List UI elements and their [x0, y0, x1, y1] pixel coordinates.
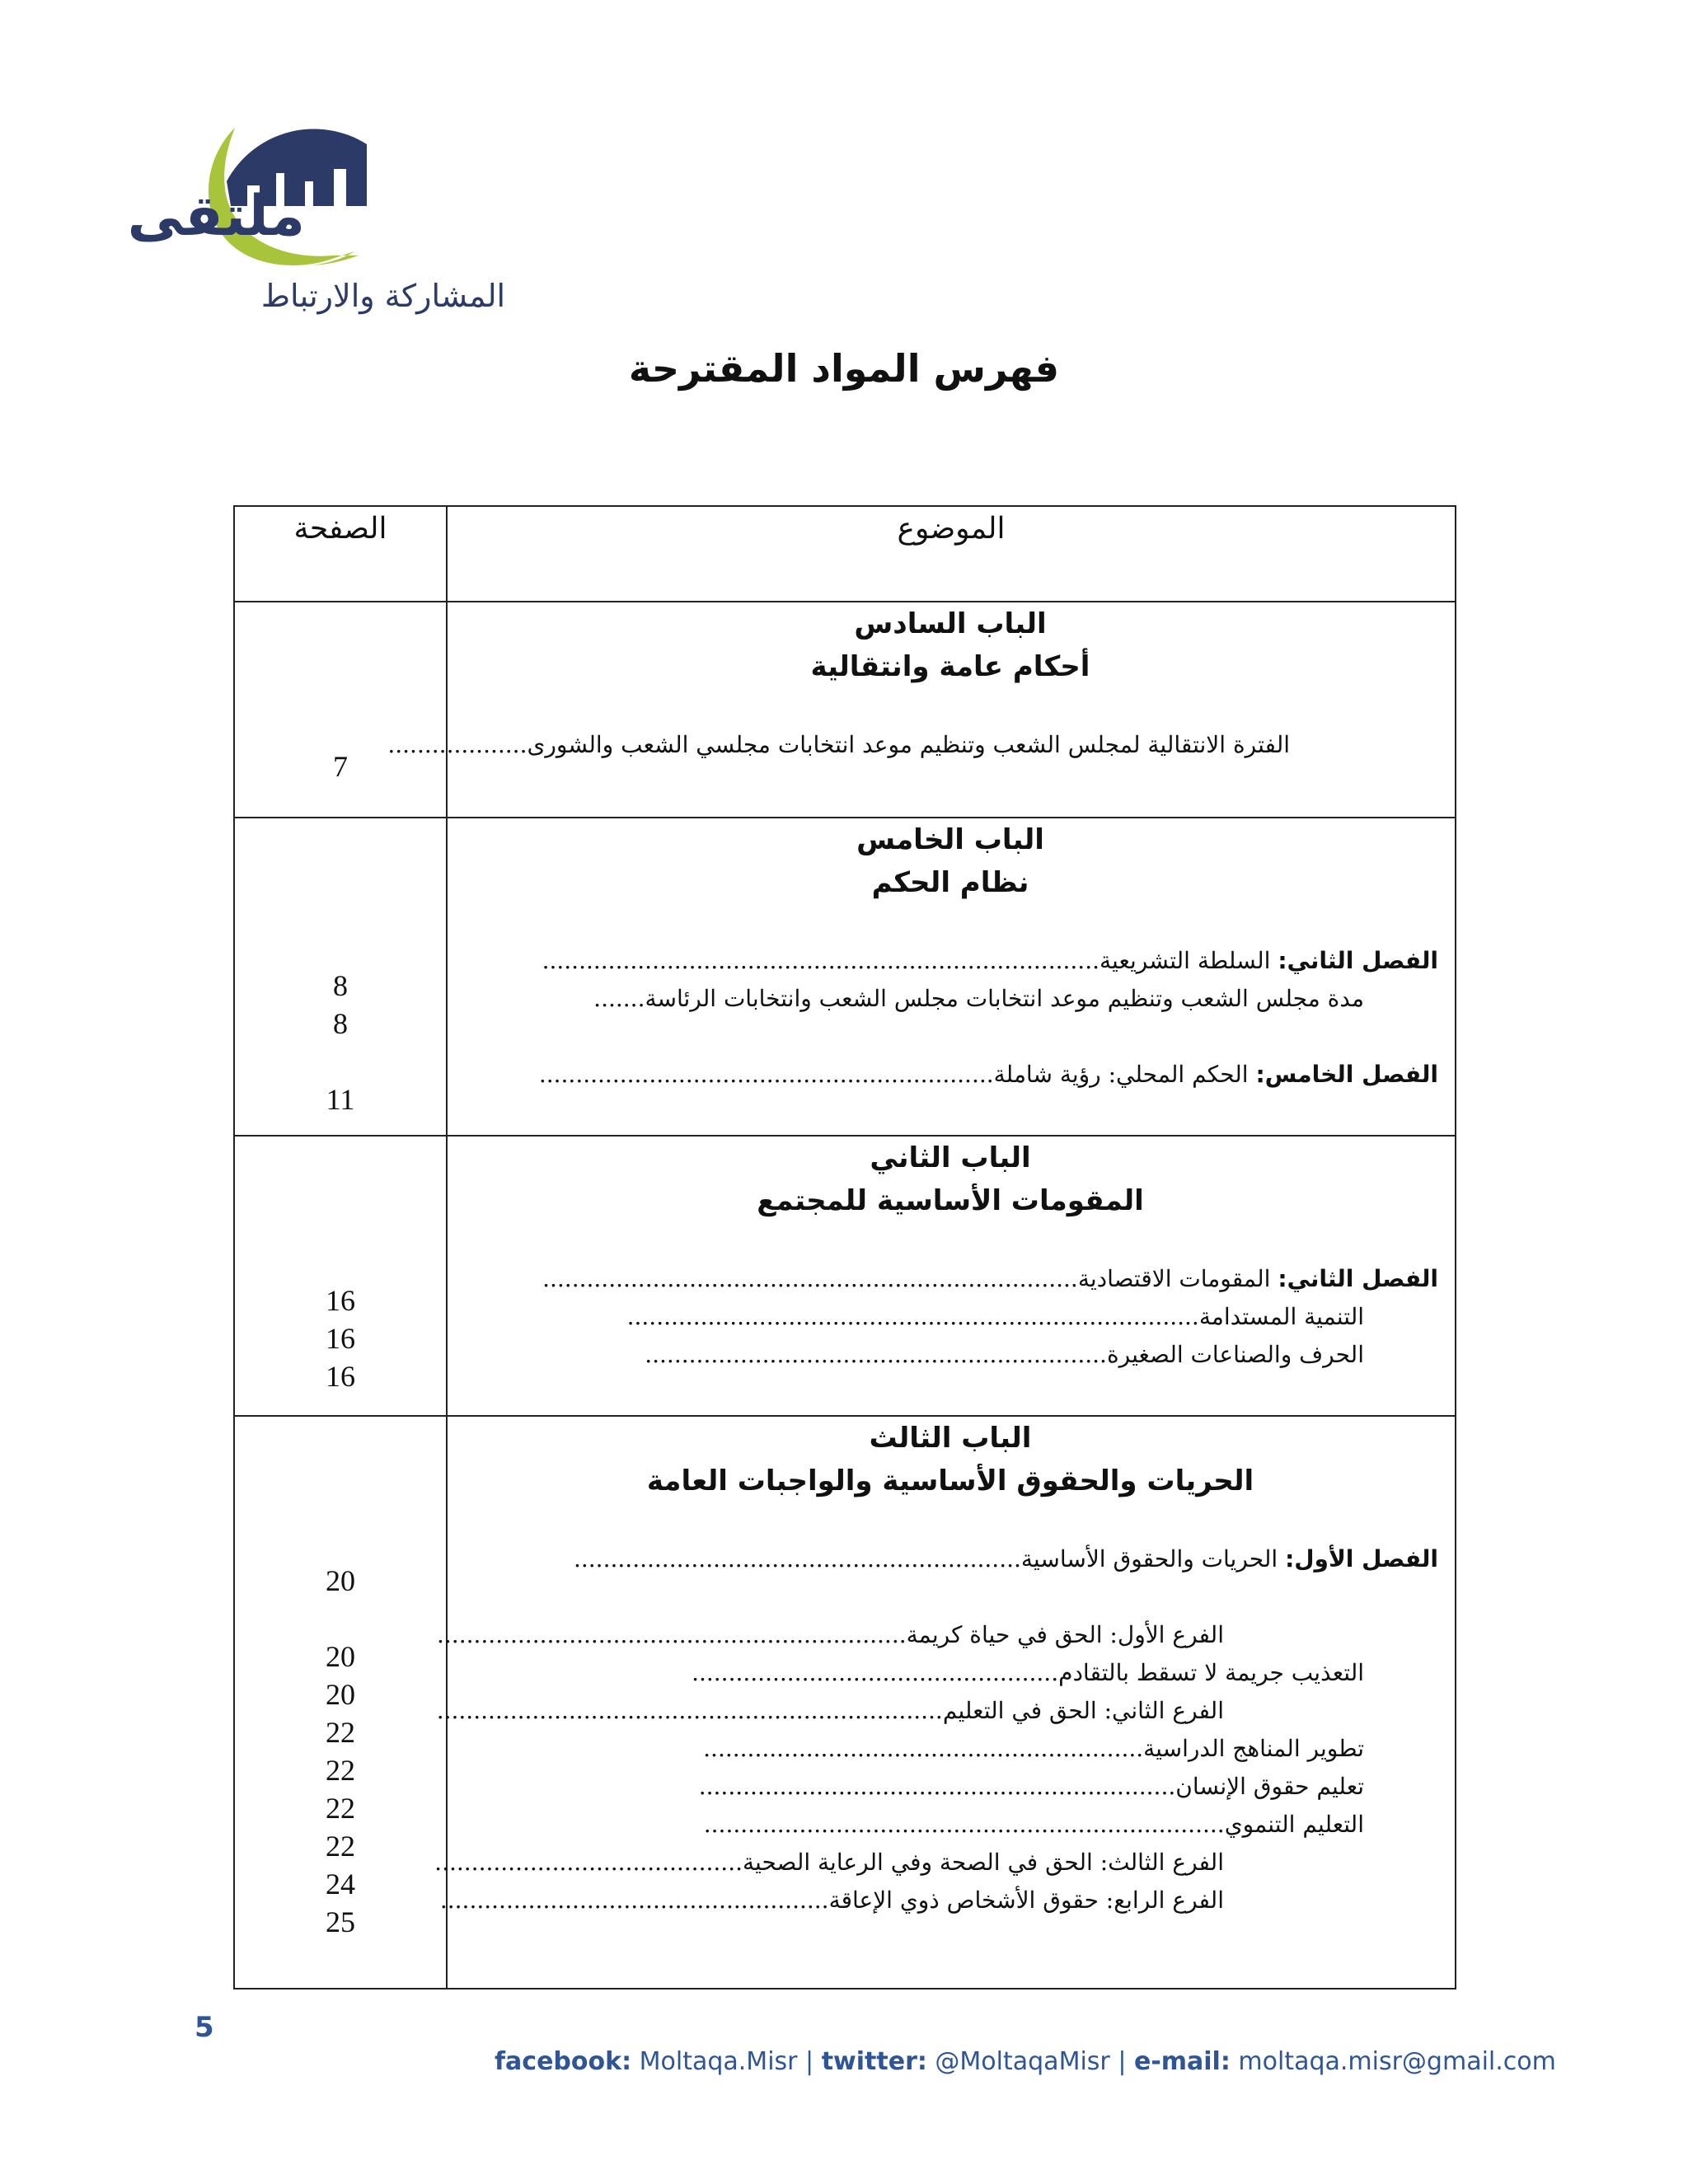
svg-text:المشاركة والارتباط: المشاركة والارتباط	[260, 278, 506, 314]
leader-dots: .....................................................................	[436, 1697, 943, 1724]
entry-page-number: 25	[326, 1905, 355, 1938]
section-topics	[434, 1416, 1456, 1989]
section-pages	[234, 818, 447, 1136]
leader-dots: .................................................................	[698, 1773, 1176, 1800]
entry-page-number: 24	[326, 1868, 355, 1900]
leader-dots: ..............................................................	[538, 1061, 994, 1088]
entry-page-number: 22	[326, 1792, 355, 1825]
entry-text: المقومات الاقتصادية	[1077, 1265, 1278, 1292]
chapter-label: الفصل الأول:	[1285, 1545, 1438, 1572]
twitter-handle[interactable]: @MoltaqaMisr	[935, 2047, 1110, 2076]
section-topics	[447, 818, 1456, 1136]
entry-page-number: 20	[326, 1640, 355, 1673]
entry-text: التعذيب جريمة لا تسقط بالتقادم	[1058, 1659, 1364, 1686]
leader-dots: ..............................................................................	[626, 1303, 1199, 1330]
part-title: الباب السادس	[854, 607, 1047, 640]
leader-dots: .......	[593, 985, 645, 1012]
leader-dots: .............................................................	[573, 1545, 1021, 1572]
section-topics	[387, 602, 1456, 818]
toc-entry[interactable]	[462, 1298, 1438, 1336]
header-topic: الموضوع	[447, 506, 1456, 602]
toc-entry[interactable]	[462, 1730, 1438, 1768]
section-pages	[234, 1136, 447, 1416]
entry-text: مدة مجلس الشعب وتنظيم موعد انتخابات مجلس الشعب وانتخابات الرئاسة	[645, 985, 1364, 1012]
svg-text:ملتقى: ملتقى	[127, 184, 305, 249]
entry-text: الفرع الثاني: الحق في التعليم	[942, 1697, 1224, 1724]
section-pages	[234, 1416, 447, 1989]
moltaqa-logo	[127, 91, 506, 330]
part-title: الباب الثاني	[870, 1141, 1031, 1174]
entry-text: الفرع الرابع: حقوق الأشخاص ذوي الإعاقة	[828, 1886, 1224, 1914]
email-label: e-mail:	[1133, 2047, 1231, 2076]
entry-page-number: 20	[326, 1564, 355, 1597]
entry-page-number: 16	[326, 1322, 355, 1355]
toc-header-row	[234, 506, 1456, 602]
toc-entry[interactable]	[462, 1056, 1438, 1094]
entry-text: الحرف والصناعات الصغيرة	[1106, 1341, 1364, 1368]
twitter-label: twitter:	[821, 2047, 927, 2076]
entry-text: التعليم التنموي	[1224, 1811, 1364, 1838]
facebook-handle[interactable]: Moltaqa.Misr	[639, 2047, 798, 2076]
toc-entry[interactable]	[462, 1768, 1438, 1806]
footer-contacts	[495, 2047, 1556, 2076]
toc-entry[interactable]	[462, 942, 1438, 980]
leader-dots: .......................................................................	[703, 1811, 1225, 1838]
toc-entry[interactable]	[462, 1806, 1438, 1844]
entry-page-number: 8	[333, 1007, 348, 1040]
entry-page-number: 22	[326, 1716, 355, 1749]
toc-entry[interactable]	[462, 1336, 1438, 1374]
entry-text: تعليم حقوق الإنسان	[1175, 1773, 1364, 1800]
leader-dots: ..................................................	[692, 1659, 1059, 1686]
entry-page-number: 7	[333, 750, 348, 783]
leader-dots: .........................................................................	[542, 1265, 1078, 1292]
header-page: الصفحة	[234, 506, 447, 602]
entry-page-number: 22	[326, 1754, 355, 1787]
toc-entry[interactable]	[462, 1260, 1438, 1298]
entry-page-number: 11	[326, 1083, 355, 1116]
toc-section-row	[234, 818, 1456, 1136]
toc-entry[interactable]	[462, 1540, 1438, 1578]
toc-table	[233, 505, 1456, 1990]
footer-separator: |	[1118, 2047, 1127, 2076]
entry-text: الفرع الثالث: الحق في الصحة وفي الرعاية الصحية	[743, 1849, 1224, 1876]
page-number: 5	[195, 2011, 214, 2044]
part-name: المقومات الأساسية للمجتمع	[757, 1184, 1144, 1217]
entry-text: الفترة الانتقالية لمجلس الشعب وتنظيم موعد انتخابات مجلسي الشعب والشورى	[527, 731, 1290, 758]
chapter-label: الفصل الخامس:	[1255, 1061, 1438, 1088]
chapter-label: الفصل الثاني:	[1278, 1265, 1438, 1292]
entry-text: الفرع الأول: الحق في حياة كريمة	[906, 1621, 1224, 1648]
section-topics	[447, 1136, 1456, 1416]
section-pages	[234, 602, 447, 818]
footer-separator: |	[805, 2047, 814, 2076]
entry-page-number: 22	[326, 1830, 355, 1863]
entry-text: الحكم المحلي: رؤية شاملة	[993, 1061, 1256, 1088]
entry-text: التنمية المستدامة	[1198, 1303, 1364, 1330]
email-address[interactable]: moltaqa.misr@gmail.com	[1238, 2047, 1556, 2076]
part-name: الحريات والحقوق الأساسية والواجبات العامة	[646, 1465, 1254, 1497]
leader-dots: ...................	[387, 731, 528, 758]
toc-section-row	[234, 1416, 1456, 1989]
part-title: الباب الخامس	[856, 823, 1044, 856]
toc-entry[interactable]	[462, 980, 1438, 1018]
document-title: فهرس المواد المقترحة	[628, 346, 1060, 391]
toc-entry[interactable]	[387, 726, 1438, 764]
toc-entry[interactable]	[437, 1616, 1438, 1654]
part-title: الباب الثالث	[869, 1422, 1032, 1455]
leader-dots: .....................................................	[439, 1886, 829, 1914]
entry-page-number: 20	[326, 1678, 355, 1711]
leader-dots: ................................................................	[437, 1621, 907, 1648]
entry-text: تطوير المناهج الدراسية	[1143, 1735, 1364, 1762]
leader-dots: ..........................................	[434, 1849, 743, 1876]
leader-dots: ...............................................................	[645, 1341, 1107, 1368]
facebook-label: facebook:	[495, 2047, 632, 2076]
entry-text: السلطة التشريعية	[1100, 947, 1278, 974]
leader-dots: ............................................................................	[542, 947, 1100, 974]
part-name: نظام الحكم	[871, 866, 1029, 899]
chapter-label: الفصل الثاني:	[1278, 947, 1438, 974]
entry-page-number: 8	[333, 969, 348, 1002]
leader-dots: ............................................................	[703, 1735, 1144, 1762]
toc-section-row	[234, 602, 1456, 818]
part-name: أحكام عامة وانتقالية	[810, 650, 1090, 683]
entry-text: الحريات والحقوق الأساسية	[1020, 1545, 1286, 1572]
toc-entry[interactable]	[462, 1654, 1438, 1692]
toc-section-row	[234, 1136, 1456, 1416]
toc-entry[interactable]	[434, 1844, 1438, 1882]
toc-entry[interactable]	[439, 1882, 1438, 1919]
toc-entry[interactable]	[436, 1692, 1438, 1730]
entry-page-number: 16	[326, 1284, 355, 1317]
entry-page-number: 16	[326, 1360, 355, 1393]
